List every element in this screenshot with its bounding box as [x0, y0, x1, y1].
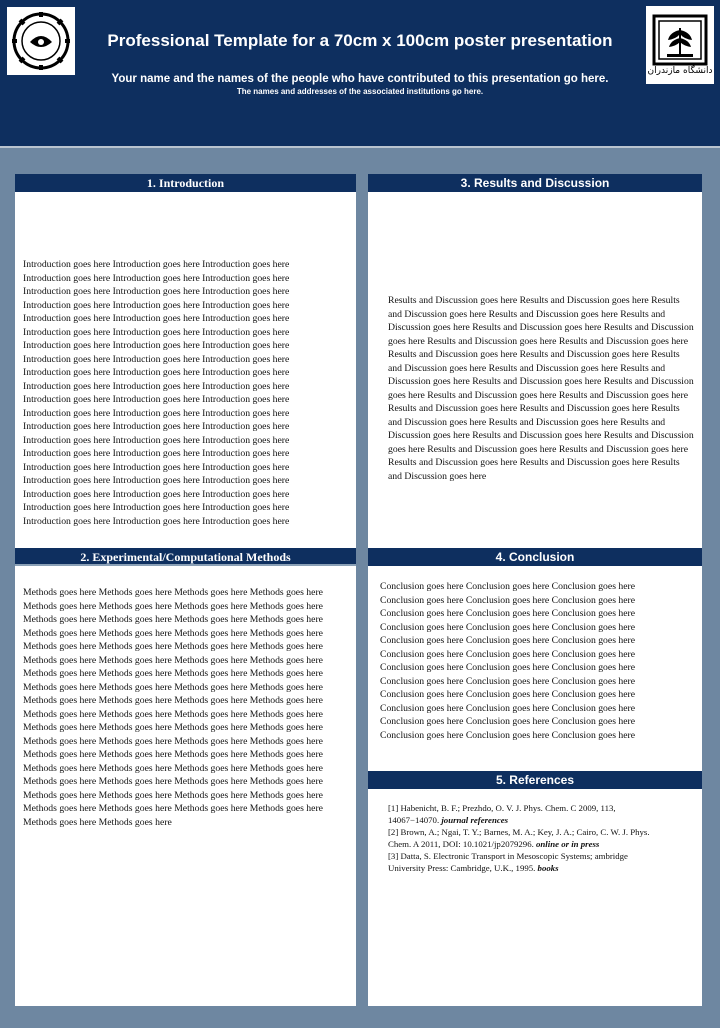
left-logo [7, 7, 75, 75]
methods-body: Methods goes here Methods goes here Methods goes here Methods goes here Methods goes here Methods goes here Methods goes here Methods goes here Methods goes here Methods goes here Methods goes here Methods goes here Methods goes here Methods goes here Methods goes here Methods goes here Methods goes here Methods goes here Methods goes here Methods goes here Methods goes here Methods goes here Methods goes here Methods goes here Methods goes here Methods goes here Methods goes here Methods goes here Methods goes here Methods goes here Methods goes here Methods goes here Methods goes here Methods goes here Methods goes here Methods goes here Methods goes here Methods goes here Methods goes here Methods goes here Methods goes here Methods goes here Methods goes here Methods goes here Methods goes here Methods goes here Methods goes here Methods goes here Methods goes here Methods goes here Methods goes here Methods goes here Methods goes here Methods goes here Methods goes here Methods goes here Methods goes here Methods goes here Methods goes here Methods goes here Methods goes here Methods goes here Methods goes here Methods goes here Methods goes here Methods goes here Methods goes here Methods goes here Methods goes here Methods goes here [23, 587, 323, 828]
right-logo [646, 6, 714, 84]
results-heading: 3. Results and Discussion [368, 174, 702, 192]
reference-text: [2] Brown, A.; Ngai, T. Y.; Barnes, M. A.; Key, J. A.; Cairo, C. W. J. Phys. Chem. A 2011, DOI: 10.1021/jp2079296. [388, 827, 650, 849]
reference-note: online or in press [536, 839, 600, 849]
methods-heading-text: 2. Experimental/Computational Methods [80, 550, 291, 564]
chemical-society-logo-icon [10, 10, 72, 72]
references-list [388, 802, 664, 874]
introduction-heading: 1. Introduction [15, 174, 356, 192]
reference-item [388, 850, 664, 874]
university-logo-icon [650, 14, 710, 66]
introduction-body: Introduction goes here Introduction goes here Introduction goes here Introduction goes here Introduction goes here Introduction goes here Introduction goes here Introduction goes here Introduction goes here Introduction goes here Introduction goes here Introduction goes here Introduction goes here Introduction goes here Introduction goes here Introduction goes here Introduction goes here Introduction goes here Introduction goes here Introduction goes here Introduction goes here Introduction goes here Introduction goes here Introduction goes here Introduction goes here Introduction goes here Introduction goes here Introduction goes here Introduction goes here Introduction goes here Introduction goes here Introduction goes here Introduction goes here Introduction goes here Introduction goes here Introduction goes here Introduction goes here Introduction goes here Introduction goes here Introduction goes here Introduction goes here Introduction goes here Introduction goes here Introduction goes here Introduction goes here Introduction goes here Introduction goes here Introduction goes here Introduction goes here Introduction goes here Introduction goes here Introduction goes here Introduction goes here Introduction goes here Introduction goes here Introduction goes here Introduction goes here Introduction goes here Introduction goes here Introduction goes here [23, 259, 290, 527]
references-heading: 5. References [368, 771, 702, 789]
results-body: Results and Discussion goes here Results and Discussion goes here Results and Discussion goes here Results and Discussion goes here Results and Discussion goes here Results and Discussion goes here Results and Discussion goes here Results and Discussion goes here Results and Discussion goes here Results and Discussion goes here Results and Discussion goes here Results and Discussion goes here Results and Discussion goes here Results and Discussion goes here Results and Discussion goes here Results and Discussion goes here Results and Discussion goes here Results and Discussion goes here Results and Discussion goes here Results and Discussion goes here Results and Discussion goes here Results and Discussion goes here Results and Discussion goes here Results and Discussion goes here Results and Discussion goes here Results and Discussion goes here Results and Discussion goes here Results and Discussion goes here Results and Discussion goes here Results and Discussion goes here [388, 295, 694, 482]
poster-title: Professional Template for a 70cm x 100cm poster presentation [107, 31, 613, 50]
reference-text: [1] Habenicht, B. F.; Prezhdo, O. V. J. Phys. Chem. C 2009, 113, 14067−14070. [388, 803, 616, 825]
poster-authors: Your name and the names of the people who have contributed to this presentation go here. [111, 73, 609, 85]
poster-institutions: The names and addresses of the associated institutions go here. [236, 87, 484, 96]
reference-note: journal references [441, 815, 509, 825]
conclusion-body: Conclusion goes here Conclusion goes here Conclusion goes here Conclusion goes here Conclusion goes here Conclusion goes here Conclusion goes here Conclusion goes here Conclusion goes here Conclusion goes here Conclusion goes here Conclusion goes here Conclusion goes here Conclusion goes here Conclusion goes here Conclusion goes here Conclusion goes here Conclusion goes here Conclusion goes here Conclusion goes here Conclusion goes here Conclusion goes here Conclusion goes here Conclusion goes here Conclusion goes here Conclusion goes here Conclusion goes here Conclusion goes here Conclusion goes here Conclusion goes here Conclusion goes here Conclusion goes here Conclusion goes here Conclusion goes here Conclusion goes here Conclusion goes here [380, 581, 636, 741]
poster-header [0, 0, 720, 148]
reference-text: [3] Datta, S. Electronic Transport in Mesoscopic Systems; ambridge University Press: Cambridge, U.K., 1995. [388, 851, 628, 873]
conclusion-heading: 4. Conclusion [368, 548, 702, 566]
university-logo-text: دانشگاه مازندران [647, 65, 713, 76]
methods-heading [15, 548, 356, 566]
reference-item [388, 826, 664, 850]
reference-note: books [537, 863, 559, 873]
reference-item [388, 802, 664, 826]
